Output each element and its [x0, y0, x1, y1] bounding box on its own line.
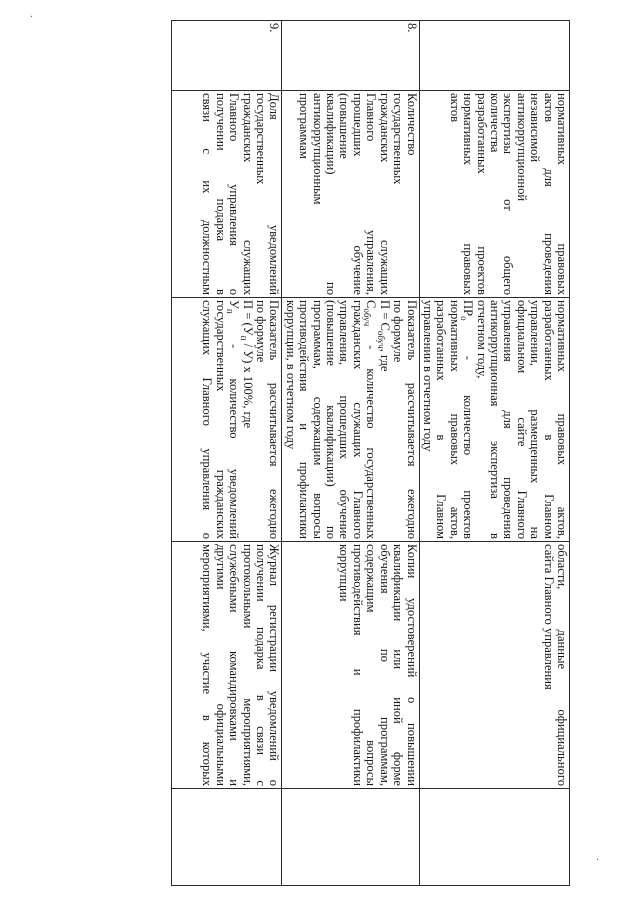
text-line: области, данные официального — [555, 544, 569, 786]
indicator-name-cell — [172, 91, 282, 298]
text-line: разработанных проектов — [474, 93, 489, 295]
text-line: нормативных правовых — [461, 93, 476, 295]
text-fragment: - количество государственных — [364, 326, 379, 539]
text-line: мероприятиями, участие в которых — [200, 544, 215, 786]
text-line: обучения по программам, — [377, 544, 392, 786]
text-line: нормативных правовых актов, — [555, 300, 569, 539]
text-line: разработанных в Главном — [541, 300, 556, 539]
indicator-name-cell — [419, 91, 569, 298]
calculation-method-cell — [172, 298, 282, 542]
text-line: служащих Главного управления о — [200, 300, 215, 539]
text-line: получении подарка в связи с — [254, 544, 269, 786]
text-line: официальном сайте Главного — [514, 300, 529, 539]
text-line: отчетном году, — [474, 300, 489, 379]
table-row-continuation — [419, 21, 569, 886]
scan-mark: · — [30, 12, 34, 23]
table-row-8 — [282, 21, 419, 886]
text-line: Показатель рассчитывается ежегодно — [404, 300, 419, 539]
text-line: по формуле — [391, 300, 406, 363]
definition-line — [364, 300, 377, 539]
text-line: противодействия и профилактики — [297, 300, 312, 539]
text-line: по формуле — [254, 300, 269, 363]
row-number-cell-empty — [419, 21, 569, 91]
text-line: связи с их должностным — [200, 93, 215, 295]
text-line: антикоррупционным — [310, 93, 325, 205]
indicators-table — [171, 20, 570, 886]
text-line: квалификации) по — [324, 93, 339, 295]
calculation-method-cell — [419, 298, 569, 542]
text-line: протокольными мероприятиями, — [240, 544, 255, 786]
formula-line — [377, 300, 390, 539]
formula-line: $П = (У_п / У)$ х 100%, где — [238, 300, 255, 429]
text-line: нормативных правовых — [555, 93, 569, 295]
source-cell — [282, 542, 419, 789]
text-line: управлении, размещенных на — [528, 300, 543, 539]
rotated-document-page — [90, 20, 570, 885]
row-number: 8. — [282, 21, 419, 91]
text-line: экспертизы от общего — [501, 93, 516, 295]
text-line: актов для проведения — [541, 93, 556, 295]
text-line: антикоррупционная экспертиза в — [487, 300, 502, 539]
text-fragment: / У) х 100%, где — [240, 340, 255, 429]
row-number: 9. — [172, 21, 282, 91]
text-line: коррупции, в отчетном году — [283, 300, 298, 450]
empty-cell — [282, 789, 419, 886]
text-line: противодействия и профилактики — [350, 544, 365, 786]
text-line: Главного управления о — [227, 93, 242, 295]
text-line: коррупции — [337, 544, 352, 602]
formula-line: $ПР_о$ - количество проектов — [459, 300, 476, 539]
definition-line: $У_п$ - количество уведомлений — [225, 300, 242, 539]
text-line: Копии удостоверений о повышении — [404, 544, 419, 786]
symbol: С — [364, 300, 379, 309]
source-cell — [172, 542, 282, 789]
text-line: управлении в отчетном году — [420, 300, 435, 452]
table-row-9 — [172, 21, 282, 886]
text-fragment: , где — [377, 348, 392, 372]
text-line: актов — [447, 93, 462, 123]
text-line: государственных гражданских — [213, 300, 228, 539]
indicator-name-cell — [282, 91, 419, 298]
text-line: другими официальными — [213, 544, 228, 786]
text-line: гражданских служащих Главного — [350, 300, 365, 539]
text-line: Главного управления, — [364, 93, 379, 295]
text-line: квалификации или иной форме — [391, 544, 406, 786]
text-line: (повышение квалификации) по — [324, 300, 339, 539]
text-line: Количество — [404, 93, 419, 156]
text-line: нормативных правовых актов, — [447, 300, 462, 539]
formula-subscript: обуч — [362, 308, 373, 327]
text-line: государственных — [254, 93, 269, 185]
text-fragment: - количество проектов — [461, 355, 476, 539]
text-line: количества — [487, 93, 502, 153]
formula: П = (У — [240, 300, 255, 336]
text-line: получении подарка в — [213, 93, 228, 295]
empty-cell — [419, 789, 569, 886]
empty-cell — [172, 789, 282, 886]
text-line: программам — [297, 93, 312, 159]
text-line: содержащим вопросы — [364, 544, 379, 786]
text-line: антикоррупционной — [514, 93, 529, 202]
text-line: гражданских служащих — [377, 93, 392, 295]
formula-subscript: обуч — [375, 330, 386, 349]
scan-mark: · — [596, 855, 600, 866]
text-line: Журнал регистрации уведомлений о — [267, 544, 282, 786]
text-line: независимой — [528, 93, 543, 163]
text-line: служебными командировками и — [227, 544, 242, 786]
calculation-method-cell — [282, 298, 419, 542]
text-line: управления, прошедших обучение — [337, 300, 352, 539]
text-line: разработанных в Главном — [434, 300, 449, 539]
text-line: (повышение — [337, 93, 352, 159]
text-line: управления для проведения — [501, 300, 516, 539]
text-line: сайта Главного управления — [541, 544, 556, 690]
text-line: программам, содержащим вопросы — [310, 300, 325, 539]
text-line: гражданских служащих — [240, 93, 255, 295]
source-cell — [419, 542, 569, 789]
text-line: Показатель рассчитывается ежегодно — [267, 300, 282, 539]
text-fragment: - количество уведомлений — [227, 313, 242, 539]
symbol: У — [227, 300, 242, 309]
formula: П = С — [377, 300, 392, 331]
text-line: прошедших обучение — [350, 93, 365, 295]
text-line: государственных — [391, 93, 406, 185]
text-line: Доля уведомлений — [267, 93, 282, 295]
